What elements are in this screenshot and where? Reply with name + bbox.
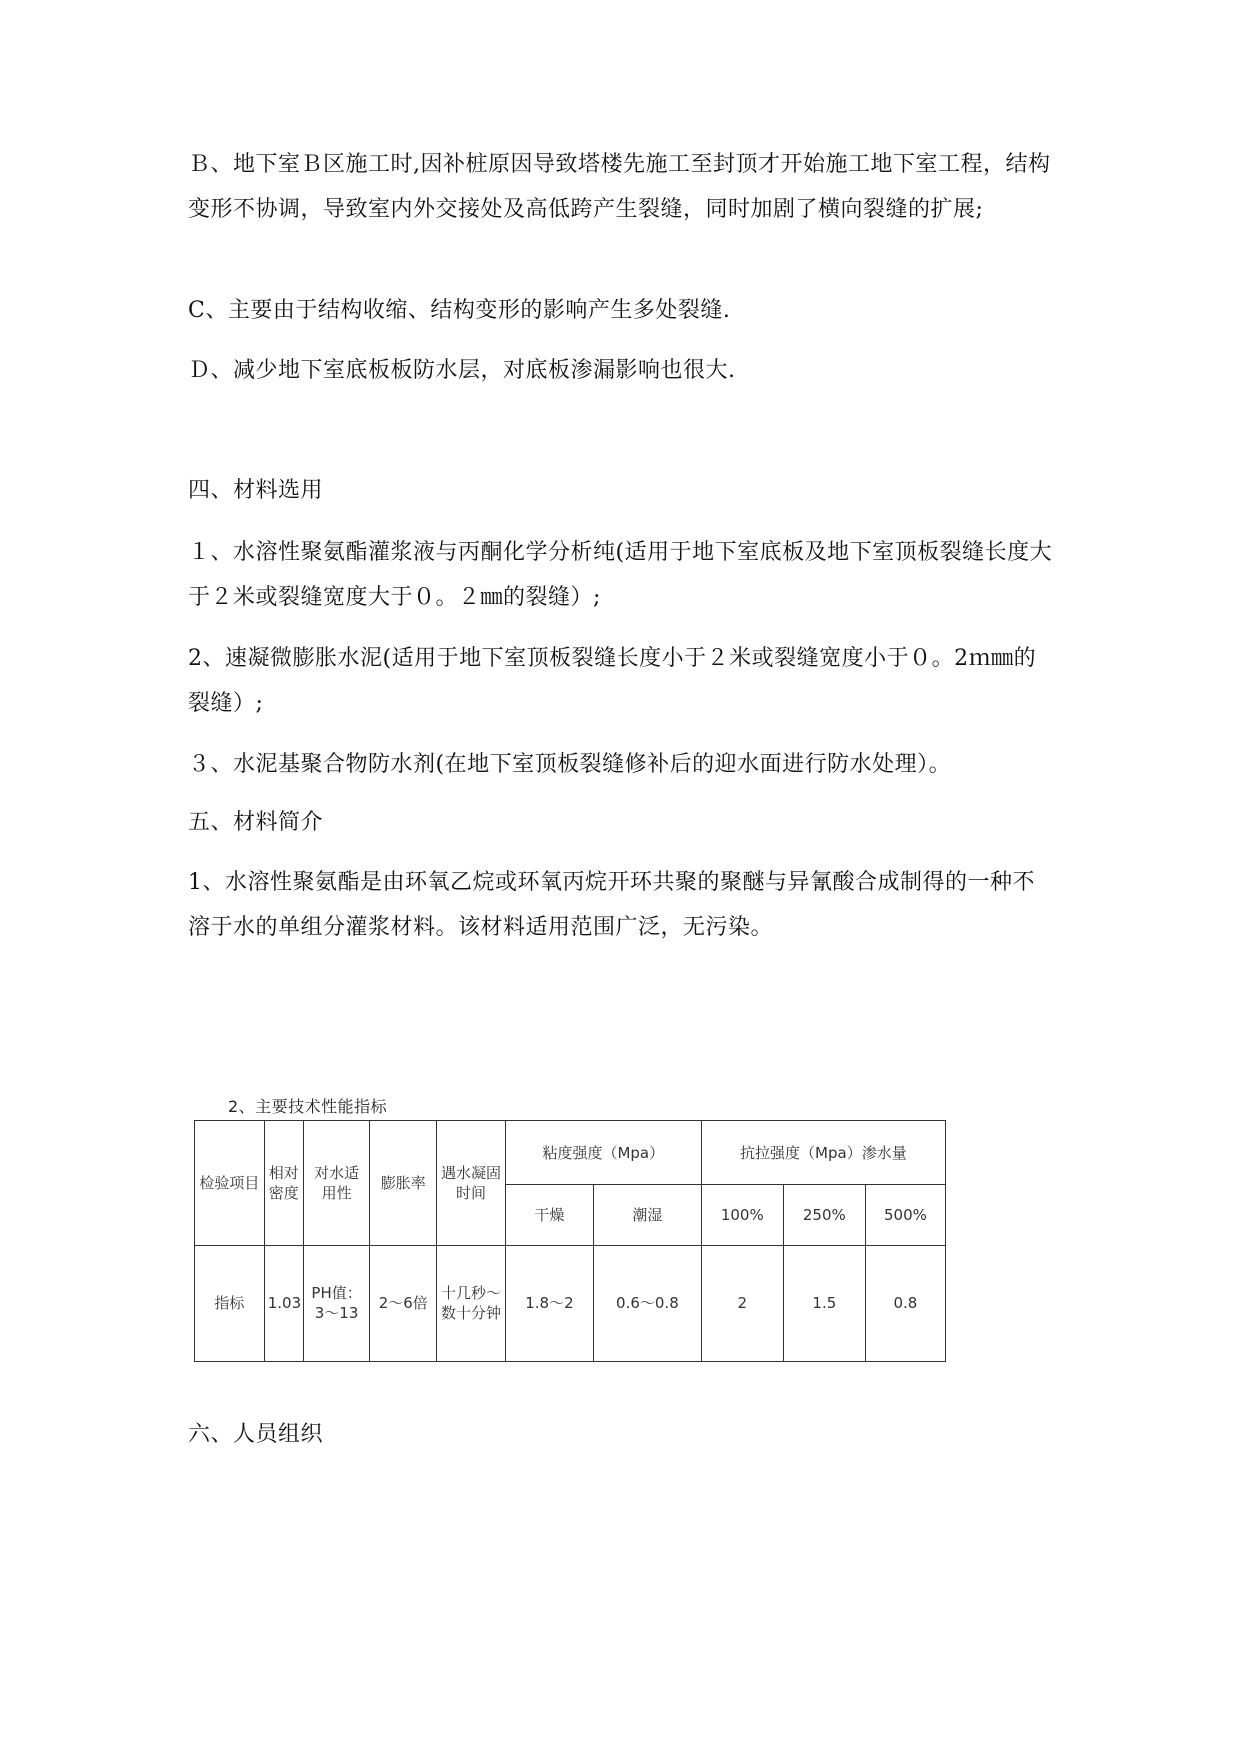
section5-item1: 1、水溶性聚氨酯是由环氧乙烷或环氧丙烷开环共聚的聚醚与异氰酸合成制得的一种不溶于水的单组分灌浆材料。该材料适用范围广泛，无污染。 <box>188 870 1035 940</box>
cell-water: PH值：3～13 <box>303 1245 370 1361</box>
header-250: 250% <box>783 1185 865 1245</box>
cell-dry: 1.8～2 <box>505 1245 593 1361</box>
header-wet: 潮湿 <box>594 1185 702 1245</box>
section4-item2: 2、速凝微膨胀水泥(适用于地下室顶板裂缝长度小于２米或裂缝宽度小于０。2ｍ㎜的裂缝）; <box>188 646 1037 716</box>
header-item: 检验项目 <box>195 1121 265 1246</box>
cell-expansion: 2～6倍 <box>370 1245 437 1361</box>
section4-heading: 四、材料选用 <box>188 478 324 503</box>
header-500: 500% <box>865 1185 945 1245</box>
paragraph-b: Ｂ、地下室Ｂ区施工时,因补桩原因导致塔楼先施工至封顶才开始施工地下室工程，结构变形不协调，导致室内外交接处及高低跨产生裂缝，同时加剧了横向裂缝的扩展; <box>188 152 1051 222</box>
header-dry: 干燥 <box>505 1185 593 1245</box>
header-water: 对水适用性 <box>303 1121 370 1246</box>
cell-250: 1.5 <box>783 1245 865 1361</box>
cell-cure: 十几秒～数十分钟 <box>437 1245 506 1361</box>
section6-heading: 六、人员组织 <box>188 1422 324 1447</box>
header-tensile-strength: 抗拉强度（Mpa）渗水量 <box>701 1121 945 1185</box>
section4-item1: １、水溶性聚氨酯灌浆液与丙酮化学分析纯(适用于地下室底板及地下室顶板裂缝长度大于２米或裂缝宽度大于０。２㎜的裂缝）; <box>188 540 1053 610</box>
table-caption: 2、主要技术性能指标 <box>228 1097 388 1116</box>
header-cure: 遇水凝固时间 <box>437 1121 506 1246</box>
section4-item3: ３、水泥基聚合物防水剂(在地下室顶板裂缝修补后的迎水面进行防水处理）。 <box>188 752 952 777</box>
header-100: 100% <box>701 1185 783 1245</box>
paragraph-c: C、主要由于结构收缩、结构变形的影响产生多处裂缝. <box>188 298 731 323</box>
header-density: 相对密度 <box>264 1121 303 1246</box>
header-bond-strength: 粘度强度（Mpa） <box>505 1121 701 1185</box>
row-label: 指标 <box>195 1245 265 1361</box>
cell-density: 1.03 <box>264 1245 303 1361</box>
paragraph-d: Ｄ、减少地下室底板板防水层，对底板渗漏影响也很大. <box>188 358 736 383</box>
section5-heading: 五、材料简介 <box>188 810 324 835</box>
spec-table <box>194 1120 946 1362</box>
header-expansion: 膨胀率 <box>370 1121 437 1246</box>
cell-wet: 0.6～0.8 <box>594 1245 702 1361</box>
cell-100: 2 <box>701 1245 783 1361</box>
cell-500: 0.8 <box>865 1245 945 1361</box>
